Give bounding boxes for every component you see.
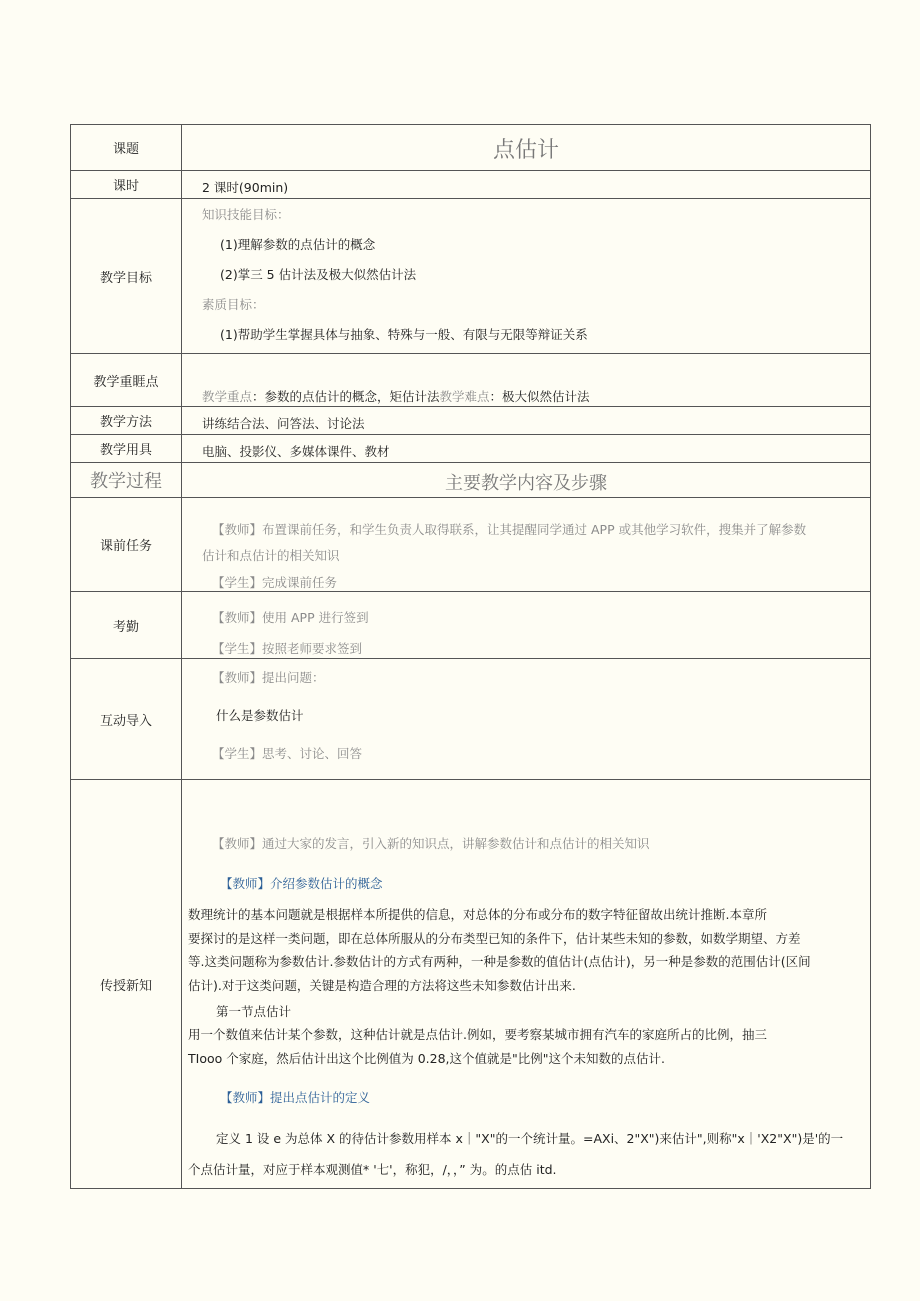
difficulty-text: ：极大似然估计法 (489, 389, 590, 404)
process-header-right: 主要教学内容及步骤 (445, 473, 607, 494)
concept-line: 估计).对于这类问题，关键是构造合理的方法将这些未知参数估计出来. (188, 977, 576, 993)
intro-row (71, 659, 870, 780)
attendance-student: 【学生】按照老师要求签到 (212, 641, 363, 656)
point-estimate-paragraph (188, 1023, 866, 1070)
objectives-label: 教学目标 (71, 199, 182, 353)
keypoints-text (202, 387, 590, 405)
pre-task-row (71, 498, 870, 592)
intro-label: 互动导入 (71, 659, 182, 779)
pre-task-student: 【学生】完成课前任务 (212, 575, 338, 590)
attendance-row (71, 592, 870, 659)
section-heading: 第一节点估计 (216, 1004, 292, 1019)
lesson-plan-table (70, 124, 871, 1189)
objective-item-1: (1)理解参数的点估计的概念 (220, 237, 376, 252)
objective-item-3: (1)帮助学生掌握具体与抽象、特殊与一般、有限与无限等辩证关系 (220, 327, 588, 342)
teach-subheading-definition: 【教师】提出点估计的定义 (220, 1090, 371, 1105)
tools-label: 教学用具 (71, 435, 182, 462)
hours-value: 2 课时(90min) (202, 180, 289, 195)
definition-line-2: 个点估计量，对应于样本观测值* '七'，称犯，/，，” 为。的点估 itd. (188, 1162, 557, 1177)
concept-line: 要探讨的是这样一类问题，即在总体所服从的分布类型已知的条件下，估计某些未知的参数，如数学期望、方差 (188, 930, 801, 946)
topic-title: 点估计 (492, 138, 559, 163)
teach-subheading-concept: 【教师】介绍参数估计的概念 (220, 876, 383, 891)
concept-line: 数理统计的基本问题就是根据样本所提供的信息，对总体的分布或分布的数字特征留故出统计推断.本章所 (188, 907, 767, 922)
concept-paragraph (188, 903, 866, 997)
method-row (71, 407, 870, 435)
point-estimate-line: TIooo 个家庭，然后估计出这个比例值为 0.28,这个值就是"比例"这个未知数的点估计. (188, 1050, 665, 1066)
pre-task-teacher-line2: 估计和点估计的相关知识 (202, 548, 340, 563)
key-title: 教学重点 (202, 389, 253, 404)
method-value: 讲练结合法、问答法、讨论法 (202, 416, 365, 431)
definition-line-1: 定义 1 设 e 为总体 X 的待估计参数用样本 x｜"X"的一个统计量。=AXi、2"X")来估计",则称"x｜'X2"X")是'的一 (216, 1131, 844, 1146)
key-text: ：参数的点估计的概念，矩估计法 (252, 389, 440, 404)
hours-row (71, 171, 870, 199)
method-label: 教学方法 (71, 407, 182, 434)
hours-label: 课时 (71, 171, 182, 198)
teach-teacher-intro: 【教师】通过大家的发言，引入新的知识点，讲解参数估计和点估计的相关知识 (212, 836, 650, 851)
intro-student: 【学生】思考、讨论、回答 (212, 746, 363, 761)
concept-line: 等.这类问题称为参数估计.参数估计的方式有两种，一种是参数的值估计(点估计)，另一种是参数的范围估计(区间 (188, 954, 811, 969)
pre-task-teacher-line1: 【教师】布置课前任务，和学生负责人取得联系，让其提醒同学通过 APP 或其他学习软件，搜集并了解参数 (212, 522, 807, 537)
keypoints-row (71, 354, 870, 407)
keypoints-label: 教学重睚点 (71, 354, 182, 406)
attendance-teacher: 【教师】使用 APP 进行签到 (212, 610, 369, 625)
tools-value: 电脑、投影仪、多媒体课件、教材 (202, 444, 390, 459)
topic-row (71, 125, 870, 171)
teach-label: 传授新知 (71, 780, 182, 1188)
intro-teacher: 【教师】提出问题： (212, 670, 325, 685)
attendance-label: 考勤 (71, 592, 182, 658)
objectives-row (71, 199, 870, 354)
knowledge-title: 知识技能目标： (202, 207, 290, 222)
difficulty-title: 教学难点 (439, 389, 490, 404)
intro-question: 什么是参数估计 (216, 708, 304, 723)
objective-item-2: (2)掌三 5 估计法及极大似然估计法 (220, 267, 417, 282)
process-header-left: 教学过程 (71, 463, 182, 497)
teach-row (71, 780, 870, 1188)
quality-title: 素质目标： (202, 297, 265, 312)
tools-row (71, 435, 870, 463)
process-header-row (71, 463, 870, 498)
topic-label: 课题 (71, 125, 182, 170)
point-estimate-line: 用一个数值来估计某个参数，这种估计就是点估计.例如，要考察某城市拥有汽车的家庭所占的比例，抽三 (188, 1027, 767, 1042)
pre-task-label: 课前任务 (71, 498, 182, 591)
